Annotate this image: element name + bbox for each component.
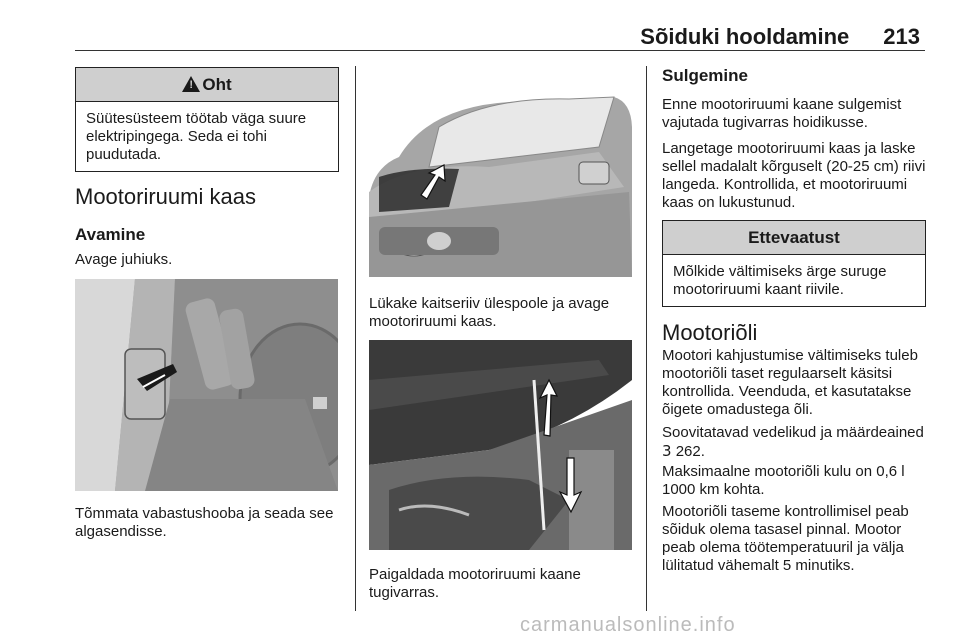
para-oil-4: Mootoriõli taseme kontrollimisel peab sõiduk olema tasasel pinnal. Mootor peab olema töötemperatuuril ja välja lülitatud vähemalt 5 minutiks. [662, 503, 909, 574]
illustration-support-rod [369, 340, 632, 550]
caution-box-title: Ettevaatust [663, 221, 925, 255]
para-closing-1: Enne mootoriruumi kaane sulgemist vajutada tugivarras hoidikusse. [662, 96, 902, 131]
illustration-hood-latch [369, 67, 632, 277]
warning-triangle-icon [182, 76, 200, 92]
para-closing-2: Langetage mootoriruumi kaas ja laske sellel madalalt kõrguselt (20-25 cm) riivi langeda. Kontrollida, et mootoriruumi kaas on lukustunud. [662, 140, 926, 211]
page-number: 213 [883, 24, 920, 49]
caution-box [662, 220, 926, 307]
caption-release-lever: Tõmmata vabastushooba ja seada see algasendisse. [75, 505, 334, 540]
header-title: Sõiduki hooldamine [640, 24, 850, 49]
warning-box-title: Oht [202, 75, 232, 94]
warning-box-header [76, 68, 338, 102]
section-title-hood: Mootoriruumi kaas [75, 184, 256, 209]
section-title-engine-oil: Mootoriõli [662, 320, 758, 345]
subheading-closing: Sulgemine [662, 66, 748, 85]
column-divider-1 [355, 66, 356, 611]
caption-support-rod: Paigaldada mootoriruumi kaane tugivarras. [369, 566, 581, 601]
page-reference-number: 262. [675, 443, 705, 460]
caution-box-text: Mõlkide vältimiseks ärge suruge mootoriruumi kaant riivile. [673, 263, 887, 298]
para-oil-2-text: Soovitatavad vedelikud ja määrdeained [662, 424, 924, 441]
para-oil-1: Mootori kahjustumise vältimiseks tuleb mootoriõli taset regulaarselt käsitsi kontrollida. Veenduda, et kasutatakse õigete omadustega õli. [662, 347, 918, 418]
para-oil-3: Maksimaalne mootoriõli kulu on 0,6 l 1000 km kohta. [662, 463, 905, 498]
page-header [640, 24, 920, 50]
caption-hood-latch: Lükake kaitseriiv ülespoole ja avage mootoriruumi kaas. [369, 295, 610, 330]
para-open-door: Avage juhiuks. [75, 251, 173, 268]
page-reference-icon: 3 [662, 442, 672, 460]
column-divider-2 [646, 66, 647, 611]
subheading-opening: Avamine [75, 225, 146, 244]
illustration-release-lever [75, 279, 338, 491]
watermark: carmanualsonline.info [520, 614, 736, 636]
warning-box [75, 67, 339, 172]
warning-box-text: Süütesüsteem töötab väga suure elektripingega. Seda ei tohi puudutada. [86, 110, 307, 163]
header-rule [75, 50, 925, 51]
para-oil-2 [662, 424, 927, 461]
